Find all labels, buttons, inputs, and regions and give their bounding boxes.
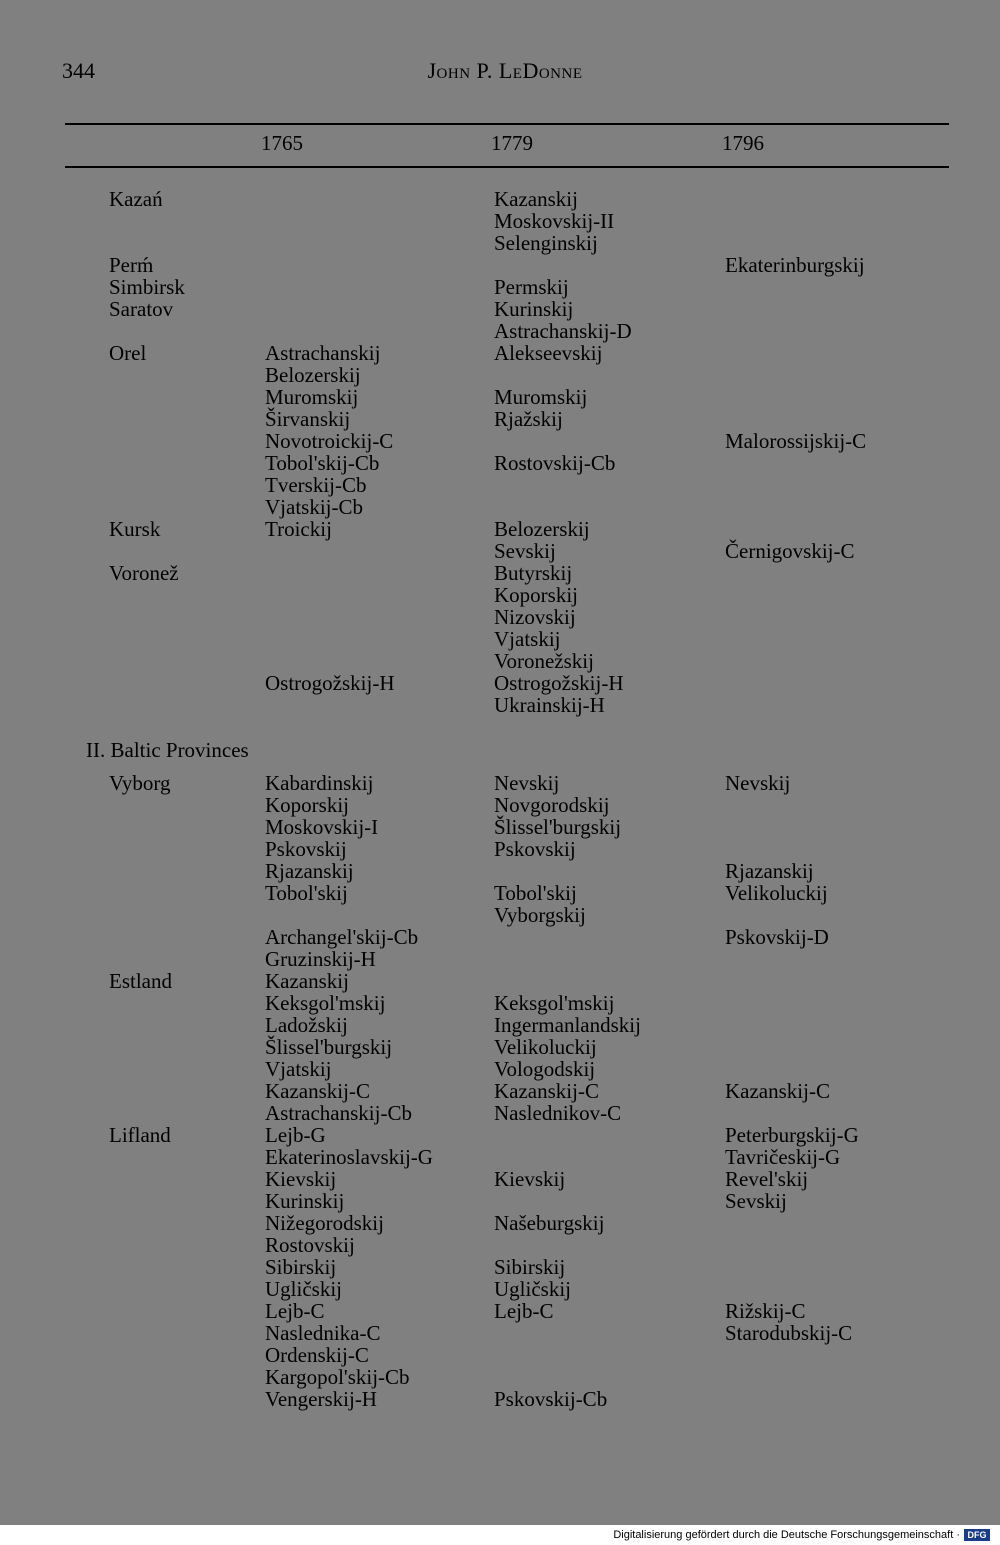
regiment-1765-cell: Rostovskij <box>265 1233 355 1257</box>
regiment-1796-cell: Peterburgskij-G <box>725 1123 859 1147</box>
footer-bar <box>0 1527 1000 1545</box>
regiment-1779-cell: Nizovskij <box>494 605 576 629</box>
regiment-1765-cell: Koporskij <box>265 793 349 817</box>
regiment-1779-cell: Alekseevskij <box>494 341 603 365</box>
regiment-1779-cell: Šlissel'burgskij <box>494 815 622 839</box>
province-cell: Saratov <box>109 297 174 321</box>
regiment-1779-cell: Vjatskij <box>494 627 561 651</box>
regiment-1779-cell: Pskovskij-Cb <box>494 1387 608 1411</box>
regiment-1765-cell: Ordenskij-C <box>265 1343 369 1367</box>
province-cell: Voronež <box>109 561 179 585</box>
regiment-1779-cell: Kurinskij <box>494 297 574 321</box>
section-heading: II. Baltic Provinces <box>86 738 249 762</box>
regiment-1765-cell: Lejb-C <box>265 1299 325 1323</box>
regiment-1765-cell: Vengerskij-H <box>265 1387 377 1411</box>
regiment-1765-cell: Astrachanskij <box>265 341 381 365</box>
footer-credit: Digitalisierung gefördert durch die Deutsche Forschungsgemeinschaft · <box>613 1529 960 1541</box>
regiment-1779-cell: Nevskij <box>494 771 560 795</box>
regiment-1765-cell: Moskovskij-I <box>265 815 379 839</box>
province-cell: Lifland <box>109 1123 171 1147</box>
table-top-rule <box>65 123 949 125</box>
regiment-1779-cell: Keksgol'mskij <box>494 991 615 1015</box>
regiment-1779-cell: Ukrainskij-H <box>494 693 605 717</box>
regiment-1765-cell: Nižegorodskij <box>265 1211 384 1235</box>
regiment-1796-cell: Nevskij <box>725 771 791 795</box>
regiment-1779-cell: Moskovskij-II <box>494 209 615 233</box>
regiment-1765-cell: Kazanskij <box>265 969 349 993</box>
regiment-1765-cell: Tobol'skij-Cb <box>265 451 380 475</box>
province-cell: Orel <box>109 341 147 365</box>
province-cell: Estland <box>109 969 172 993</box>
regiment-1765-cell: Širvanskij <box>265 407 351 431</box>
regiment-1779-cell: Sevskij <box>494 539 556 563</box>
regiment-1796-cell: Kazanskij-C <box>725 1079 830 1103</box>
regiment-1779-cell: Ugličskij <box>494 1277 571 1301</box>
province-cell: Kazań <box>109 187 163 211</box>
regiment-1765-cell: Ladožskij <box>265 1013 348 1037</box>
regiment-1765-cell: Kabardinskij <box>265 771 374 795</box>
regiment-1779-cell: Našeburgskij <box>494 1211 605 1235</box>
regiment-1796-cell: Rižskij-C <box>725 1299 806 1323</box>
regiment-1765-cell: Kurinskij <box>265 1189 345 1213</box>
regiment-1779-cell: Kazanskij <box>494 187 578 211</box>
regiment-1765-cell: Archangel'skij-Cb <box>265 925 419 949</box>
regiment-1796-cell: Rjazanskij <box>725 859 814 883</box>
regiment-1779-cell: Belozerskij <box>494 517 590 541</box>
regiment-1796-cell: Sevskij <box>725 1189 787 1213</box>
page-number: 344 <box>62 58 95 83</box>
regiment-1779-cell: Voronežskij <box>494 649 594 673</box>
column-header-1796: 1796 <box>722 131 764 155</box>
regiment-1765-cell: Gruzinskij-H <box>265 947 376 971</box>
regiment-1765-cell: Ostrogožskij-H <box>265 671 395 695</box>
regiment-1779-cell: Novgorodskij <box>494 793 610 817</box>
regiment-1765-cell: Sibirskij <box>265 1255 337 1279</box>
regiment-1765-cell: Šlissel'burgskij <box>265 1035 393 1059</box>
regiment-1765-cell: Naslednika-C <box>265 1321 381 1345</box>
regiment-1765-cell: Vjatskij-Cb <box>265 495 363 519</box>
regiment-1765-cell: Ugličskij <box>265 1277 342 1301</box>
column-header-1779: 1779 <box>491 131 533 155</box>
regiment-1779-cell: Velikoluckij <box>494 1035 597 1059</box>
province-cell: Vyborg <box>109 771 171 795</box>
regiment-1779-cell: Sibirskij <box>494 1255 566 1279</box>
regiment-1779-cell: Permskij <box>494 275 569 299</box>
regiment-1765-cell: Kievskij <box>265 1167 337 1191</box>
regiment-1765-cell: Kazanskij-C <box>265 1079 370 1103</box>
regiment-1796-cell: Pskovskij-D <box>725 925 829 949</box>
regiment-1796-cell: Malorossijskij-C <box>725 429 867 453</box>
regiment-1765-cell: Tobol'skij <box>265 881 348 905</box>
regiment-1779-cell: Naslednikov-C <box>494 1101 622 1125</box>
regiment-1765-cell: Vjatskij <box>265 1057 332 1081</box>
regiment-1779-cell: Kievskij <box>494 1167 566 1191</box>
regiment-1765-cell: Lejb-G <box>265 1123 326 1147</box>
regiment-1779-cell: Tobol'skij <box>494 881 577 905</box>
regiment-1765-cell: Pskovskij <box>265 837 347 861</box>
column-header-1765: 1765 <box>261 131 303 155</box>
regiment-1779-cell: Rostovskij-Cb <box>494 451 616 475</box>
regiment-1765-cell: Rjazanskij <box>265 859 354 883</box>
regiment-1779-cell: Selenginskij <box>494 231 598 255</box>
regiment-1779-cell: Lejb-C <box>494 1299 554 1323</box>
regiment-1796-cell: Starodubskij-C <box>725 1321 853 1345</box>
regiment-1796-cell: Velikoluckij <box>725 881 828 905</box>
province-cell: Perḿ <box>109 253 154 277</box>
regiment-1796-cell: Ekaterinburgskij <box>725 253 865 277</box>
regiment-1779-cell: Muromskij <box>494 385 588 409</box>
regiment-1779-cell: Rjažskij <box>494 407 563 431</box>
regiment-1779-cell: Vologodskij <box>494 1057 596 1081</box>
table-header-rule <box>65 166 949 168</box>
running-head: John P. LeDonne <box>427 58 583 83</box>
regiment-1765-cell: Astrachanskij-Cb <box>265 1101 412 1125</box>
regiment-1779-cell: Kazanskij-C <box>494 1079 599 1103</box>
regiment-1765-cell: Ekaterinoslavskij-G <box>265 1145 433 1169</box>
regiment-1765-cell: Muromskij <box>265 385 359 409</box>
regiment-1779-cell: Ingermanlandskij <box>494 1013 641 1037</box>
regiment-1779-cell: Koporskij <box>494 583 578 607</box>
regiment-1796-cell: Černigovskij-C <box>725 539 855 563</box>
regiment-1796-cell: Revel'skij <box>725 1167 809 1191</box>
regiment-1765-cell: Kargopol'skij-Cb <box>265 1365 410 1389</box>
regiment-1765-cell: Keksgol'mskij <box>265 991 386 1015</box>
regiment-1765-cell: Tverskij-Cb <box>265 473 367 497</box>
regiment-1779-cell: Ostrogožskij-H <box>494 671 624 695</box>
province-cell: Simbirsk <box>109 275 185 299</box>
regiment-1779-cell: Butyrskij <box>494 561 573 585</box>
regiment-1779-cell: Pskovskij <box>494 837 576 861</box>
regiment-1779-cell: Vyborgskij <box>494 903 586 927</box>
regiment-1765-cell: Troickij <box>265 517 332 541</box>
dfg-logo-icon: DFG <box>964 1529 990 1541</box>
regiment-1779-cell: Astrachanskij-D <box>494 319 632 343</box>
regiment-1765-cell: Novotroickij-C <box>265 429 394 453</box>
regiment-1765-cell: Belozerskij <box>265 363 361 387</box>
regiment-1796-cell: Tavričeskij-G <box>725 1145 841 1169</box>
province-cell: Kursk <box>109 517 161 541</box>
